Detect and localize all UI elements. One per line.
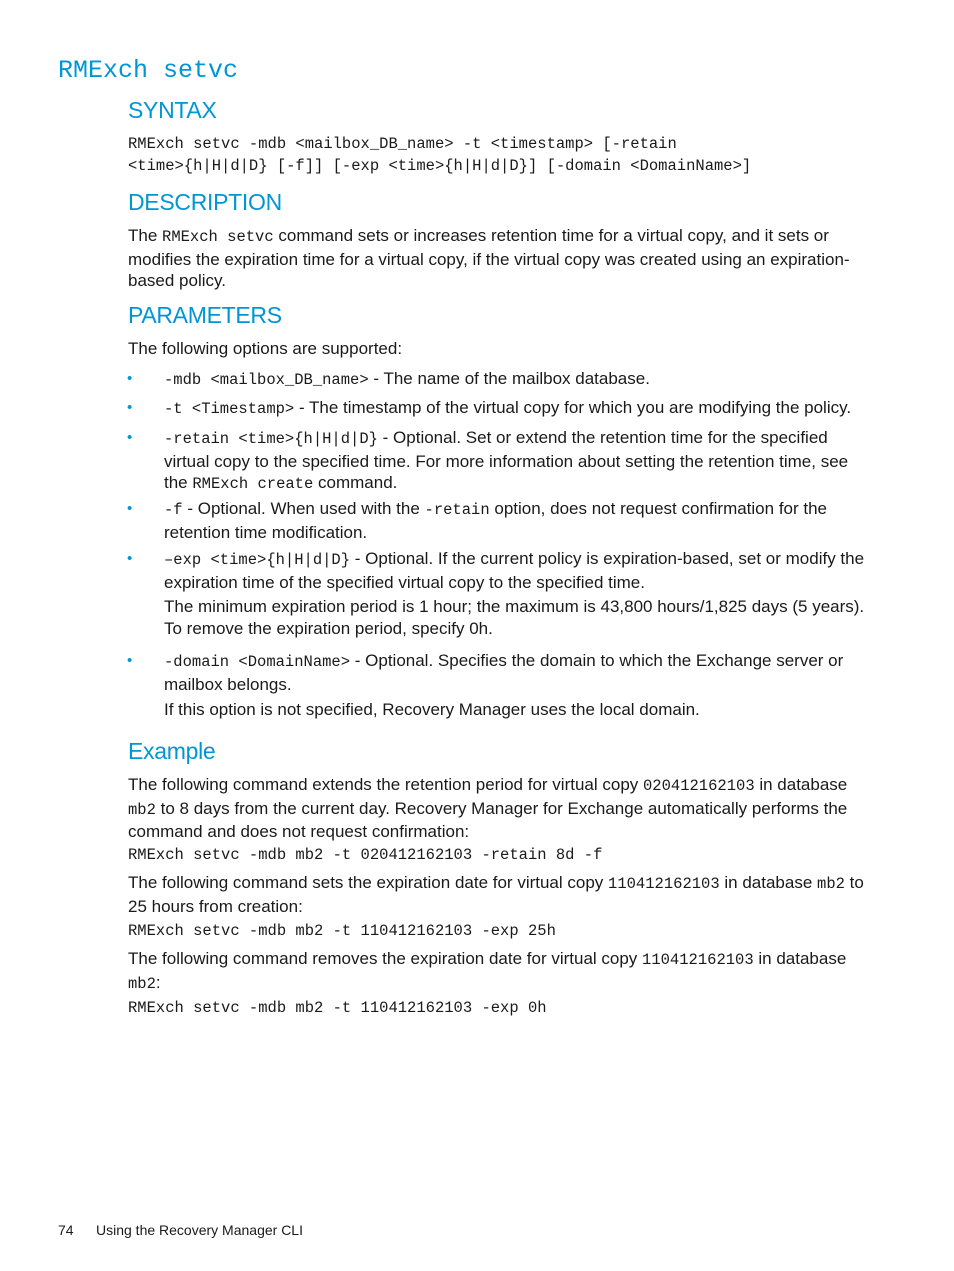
page-number: 74	[58, 1222, 74, 1238]
command-name: RMExch create	[192, 475, 314, 493]
text: The following command extends the retention period for virtual copy	[128, 775, 643, 794]
option-text: - Optional. When used with the	[182, 499, 425, 518]
option-text: - The timestamp of the virtual copy for which you are modifying the policy.	[294, 398, 852, 417]
bullet-icon: •	[127, 550, 133, 567]
parameters-heading: PARAMETERS	[128, 302, 282, 328]
list-item-domain-note: If this option is not specified, Recovery Manager uses the local domain.	[164, 700, 700, 719]
inline-code: 020412162103	[643, 777, 755, 795]
option-code: –exp <time>{h|H|d|D}	[164, 551, 351, 569]
list-item-exp	[164, 548, 876, 593]
page-title: RMExch setvc	[58, 56, 239, 85]
text: to 8 days from the current day. Recovery Manager for Exchange automatically performs the command and does not request confirmation:	[128, 798, 848, 841]
list-item-f	[164, 498, 876, 543]
inline-code: mb2	[128, 800, 156, 819]
bullet-icon: •	[127, 652, 133, 669]
example-command-2: RMExch setvc -mdb mb2 -t 110412162103 -exp 25h	[128, 922, 556, 940]
option-text: command.	[313, 473, 398, 492]
example-command-1: RMExch setvc -mdb mb2 -t 020412162103 -retain 8d -f	[128, 846, 603, 864]
text: in database	[719, 873, 818, 892]
list-item-domain	[164, 650, 876, 695]
option-code: -retain	[424, 501, 490, 519]
inline-code: mb2	[128, 974, 156, 993]
option-code: -retain <time>{h|H|d|D}	[164, 430, 378, 448]
text: to 25 hours from creation:	[128, 873, 864, 916]
inline-code: 110412162103	[642, 951, 754, 969]
example-command-3: RMExch setvc -mdb mb2 -t 110412162103 -exp 0h	[128, 999, 547, 1017]
text: The following command sets the expiration date for virtual copy	[128, 873, 609, 892]
bullet-icon: •	[127, 399, 133, 416]
syntax-heading: SYNTAX	[128, 97, 217, 123]
syntax-line-1: RMExch setvc -mdb <mailbox_DB_name> -t <timestamp> [-retain	[128, 135, 677, 153]
option-text: - Optional. If the current policy is expiration-based, set or modify the expiration time of the specified virtual copy to the specified time.	[164, 549, 865, 592]
parameters-intro: The following options are supported:	[128, 339, 403, 358]
text: :	[155, 972, 161, 992]
list-item-t	[164, 397, 876, 421]
example-paragraph-3	[128, 948, 873, 995]
text: command sets or increases retention time for a virtual copy, and it sets or modifies the expiration time for a virtual copy, if the virtual copy was created using an expiration-based policy.	[128, 226, 850, 290]
option-code: -mdb <mailbox_DB_name>	[164, 371, 369, 389]
option-text: - The name of the mailbox database.	[368, 369, 650, 388]
option-text: - Optional. Set or extend the retention time for the specified virtual copy to the specified time. For more information about setting the retention time, see the	[164, 428, 849, 492]
syntax-line-2: <time>{h|H|d|D} [-f]] [-exp <time>{h|H|d|D}] [-domain <DomainName>]	[128, 156, 752, 175]
example-paragraph-1	[128, 774, 873, 843]
description-paragraph	[128, 225, 873, 292]
text: The following command removes the expiration date for virtual copy	[128, 949, 643, 968]
option-code: -t <Timestamp>	[164, 400, 295, 418]
command-name: RMExch setvc	[162, 228, 274, 246]
inline-code: 110412162103	[608, 875, 720, 893]
option-code: -f	[164, 501, 183, 519]
syntax-code	[128, 134, 751, 177]
inline-code: mb2	[817, 875, 845, 893]
footer-chapter-title: Using the Recovery Manager CLI	[96, 1222, 303, 1238]
bullet-icon: •	[127, 370, 133, 387]
text: in database	[754, 775, 848, 794]
text: in database	[753, 949, 847, 968]
bullet-icon: •	[127, 500, 133, 517]
example-heading: Example	[128, 738, 216, 764]
option-code: -domain <DomainName>	[164, 653, 351, 671]
option-text: option, does not request confirmation for the retention time modification.	[164, 499, 828, 542]
bullet-icon: •	[127, 429, 133, 446]
description-heading: DESCRIPTION	[128, 189, 282, 215]
list-item-retain	[164, 427, 876, 496]
example-paragraph-2	[128, 872, 873, 917]
list-item-exp-note: The minimum expiration period is 1 hour; the maximum is 43,800 hours/1,825 days (5 years). To remove the expiration period, specify 0h.	[164, 597, 865, 638]
text: The	[128, 226, 163, 245]
option-text: - Optional. Specifies the domain to which the Exchange server or mailbox belongs.	[164, 651, 844, 694]
list-item-mdb	[164, 368, 876, 392]
